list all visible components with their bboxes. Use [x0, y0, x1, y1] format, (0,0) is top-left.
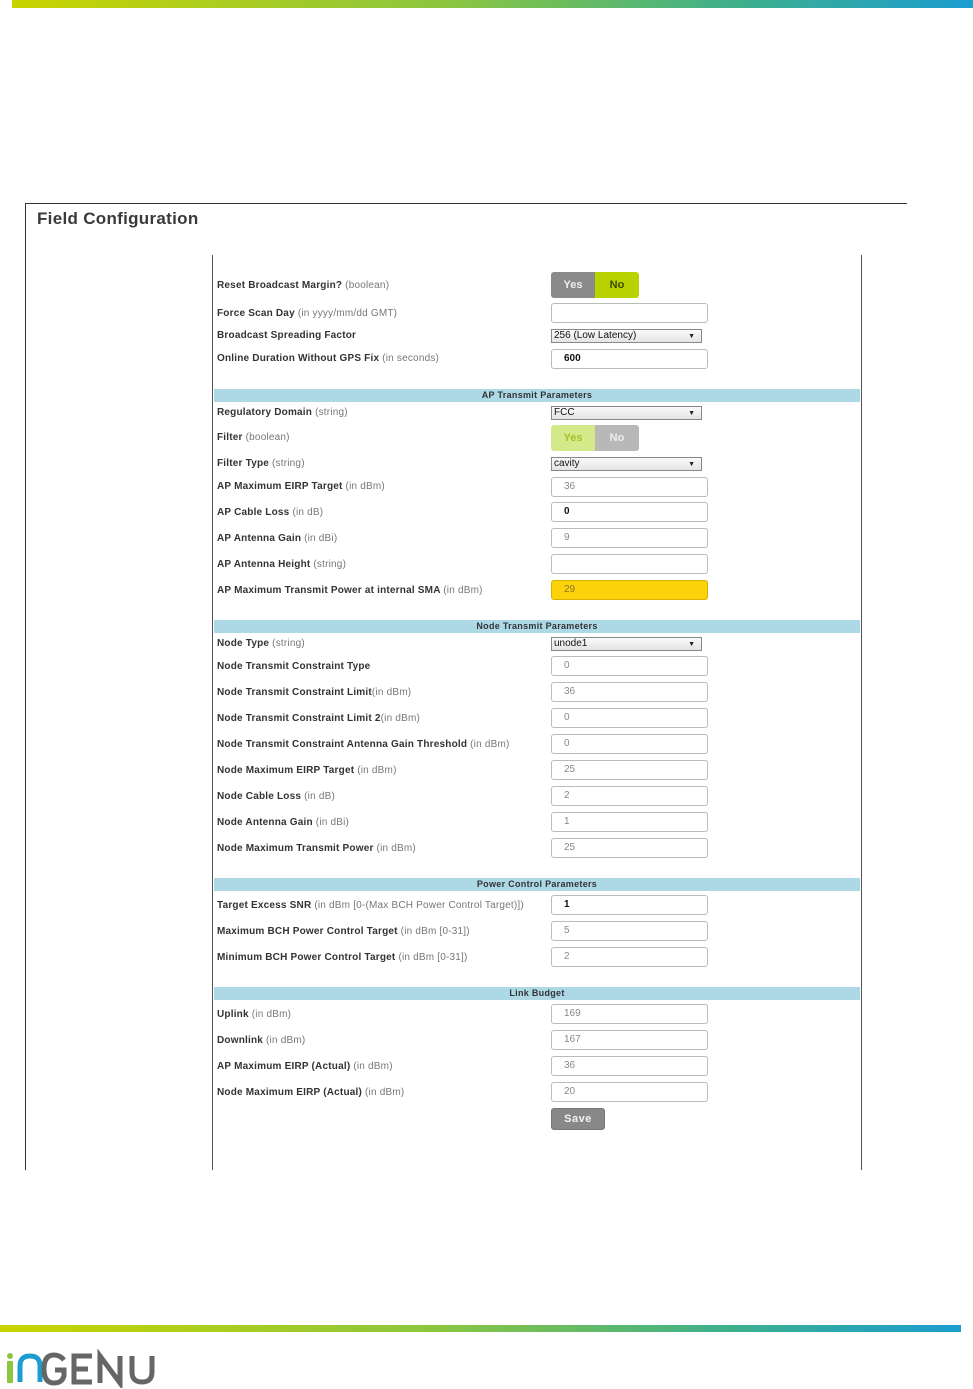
ap-cable-loss-input[interactable]: 0 [551, 502, 708, 522]
panel-right-border [861, 255, 862, 1170]
top-gradient-bar [12, 0, 973, 8]
node-type-select[interactable]: unode1 ▼ [551, 637, 702, 651]
section-node-transmit-header: Node Transmit Parameters [214, 620, 860, 633]
node-constraint-limit-label: Node Transmit Constraint Limit(in dBm) [217, 687, 412, 698]
max-bch-power-target-label: Maximum BCH Power Control Target (in dBm [0-31]) [217, 926, 470, 937]
target-excess-snr-label: Target Excess SNR (in dBm [0-(Max BCH Power Control Target)]) [217, 900, 524, 911]
frame-top-border [25, 203, 907, 204]
node-constraint-limit2-input[interactable]: 0 [551, 708, 708, 728]
uplink-input[interactable]: 169 [551, 1004, 708, 1024]
node-constraint-gain-threshold-input[interactable]: 0 [551, 734, 708, 754]
online-duration-input[interactable]: 600 [551, 349, 708, 369]
node-constraint-limit2-label: Node Transmit Constraint Limit 2(in dBm) [217, 713, 421, 724]
broadcast-spreading-factor-label: Broadcast Spreading Factor [217, 330, 357, 341]
reset-broadcast-margin-toggle[interactable] [551, 272, 639, 298]
ap-max-eirp-actual-label: AP Maximum EIRP (Actual) (in dBm) [217, 1061, 393, 1072]
filter-type-select[interactable]: cavity ▼ [551, 457, 702, 471]
node-constraint-type-input[interactable]: 0 [551, 656, 708, 676]
uplink-label: Uplink (in dBm) [217, 1009, 292, 1020]
broadcast-spreading-factor-select[interactable]: 256 (Low Latency) ▼ [551, 329, 702, 343]
node-antenna-gain-label: Node Antenna Gain (in dBi) [217, 817, 350, 828]
node-constraint-type-label: Node Transmit Constraint Type [217, 661, 371, 672]
ingenu-logo [2, 1344, 172, 1388]
ap-antenna-height-label: AP Antenna Height (string) [217, 559, 347, 570]
toggle-no-option[interactable]: No [595, 425, 639, 451]
toggle-no-option[interactable]: No [595, 272, 639, 298]
ap-max-transmit-power-input[interactable]: 29 [551, 580, 708, 600]
node-max-eirp-target-input[interactable]: 25 [551, 760, 708, 780]
node-type-label: Node Type (string) [217, 638, 305, 649]
save-button[interactable]: Save [551, 1108, 605, 1130]
node-max-eirp-actual-label: Node Maximum EIRP (Actual) (in dBm) [217, 1087, 405, 1098]
ap-max-eirp-actual-input[interactable]: 36 [551, 1056, 708, 1076]
toggle-yes-option[interactable]: Yes [551, 272, 595, 298]
node-max-eirp-target-label: Node Maximum EIRP Target (in dBm) [217, 765, 397, 776]
node-max-transmit-power-label: Node Maximum Transmit Power (in dBm) [217, 843, 416, 854]
node-constraint-limit-input[interactable]: 36 [551, 682, 708, 702]
min-bch-power-target-label: Minimum BCH Power Control Target (in dBm [0-31]) [217, 952, 468, 963]
regulatory-domain-label: Regulatory Domain (string) [217, 407, 348, 418]
node-cable-loss-input[interactable]: 2 [551, 786, 708, 806]
reset-broadcast-margin-label: Reset Broadcast Margin? (boolean) [217, 280, 390, 291]
section-ap-transmit-header: AP Transmit Parameters [214, 389, 860, 402]
node-max-transmit-power-input[interactable]: 25 [551, 838, 708, 858]
downlink-input[interactable]: 167 [551, 1030, 708, 1050]
max-bch-power-target-input[interactable]: 5 [551, 921, 708, 941]
chevron-down-icon: ▼ [688, 333, 695, 340]
regulatory-domain-select[interactable]: FCC ▼ [551, 406, 702, 420]
filter-label: Filter (boolean) [217, 432, 290, 443]
ap-max-transmit-power-label: AP Maximum Transmit Power at internal SMA (in dBm) [217, 585, 483, 596]
panel-left-border [212, 255, 213, 1170]
ap-max-eirp-target-input[interactable]: 36 [551, 477, 708, 497]
online-duration-label: Online Duration Without GPS Fix (in seconds) [217, 353, 440, 364]
ap-antenna-height-input[interactable] [551, 554, 708, 574]
node-cable-loss-label: Node Cable Loss (in dB) [217, 791, 335, 802]
section-power-control-header: Power Control Parameters [214, 878, 860, 891]
filter-toggle[interactable] [551, 425, 639, 451]
force-scan-day-input[interactable] [551, 303, 708, 323]
section-link-budget-header: Link Budget [214, 987, 860, 1000]
ap-max-eirp-target-label: AP Maximum EIRP Target (in dBm) [217, 481, 385, 492]
node-max-eirp-actual-input[interactable]: 20 [551, 1082, 708, 1102]
ap-cable-loss-label: AP Cable Loss (in dB) [217, 507, 324, 518]
node-antenna-gain-input[interactable]: 1 [551, 812, 708, 832]
ap-antenna-gain-input[interactable]: 9 [551, 528, 708, 548]
min-bch-power-target-input[interactable]: 2 [551, 947, 708, 967]
node-constraint-gain-threshold-label: Node Transmit Constraint Antenna Gain Threshold (in dBm) [217, 739, 510, 750]
target-excess-snr-input[interactable]: 1 [551, 895, 708, 915]
chevron-down-icon: ▼ [688, 461, 695, 468]
ap-antenna-gain-label: AP Antenna Gain (in dBi) [217, 533, 338, 544]
frame-left-border [25, 203, 26, 1170]
chevron-down-icon: ▼ [688, 641, 695, 648]
force-scan-day-label: Force Scan Day (in yyyy/mm/dd GMT) [217, 308, 398, 319]
downlink-label: Downlink (in dBm) [217, 1035, 306, 1046]
bottom-gradient-bar [0, 1325, 961, 1332]
page-title: Field Configuration [37, 209, 199, 228]
chevron-down-icon: ▼ [688, 410, 695, 417]
filter-type-label: Filter Type (string) [217, 458, 305, 469]
toggle-yes-option[interactable]: Yes [551, 425, 595, 451]
